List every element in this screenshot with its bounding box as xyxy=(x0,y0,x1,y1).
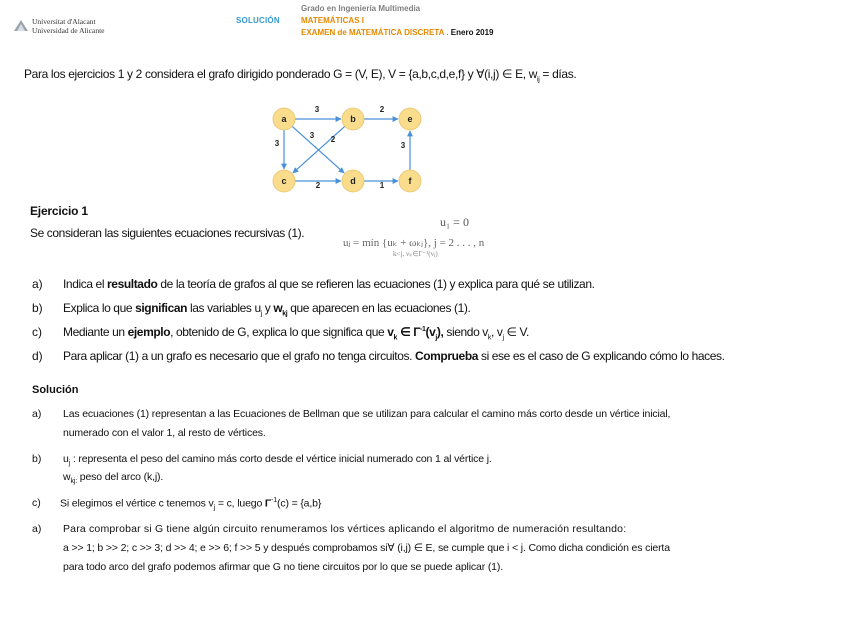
solution-b-line2: $w_{kj:}$ peso del arco (k,j). xyxy=(63,471,164,486)
equation-recursive: uⱼ = mín {uₖ + ωₖⱼ}, j = 2 . . . , n k<j, vₖ∈Γ⁻¹(vⱼ) xyxy=(343,237,485,258)
edge-weight-d-f: 1 xyxy=(379,181,385,190)
solution-d-line3: para todo arco del grafo podemos afirmar que G no tiene circuitos por lo que se puede aplicar (1). xyxy=(63,561,503,573)
subject-title: MATEMÁTICAS I xyxy=(301,16,364,25)
edge-weight-a-c: 3 xyxy=(274,139,280,148)
node-label-a: a xyxy=(281,114,287,124)
edge-weight-a-b: 3 xyxy=(314,105,320,114)
solution-a-label: a) xyxy=(32,408,42,420)
university-name-line2: Universidad de Alicante xyxy=(32,26,105,35)
solution-c-line: Si elegimos el vértice c tenemos $v_j = c$, luego $\Gamma^{-1}(c) = \{a,b\}$ xyxy=(60,497,322,512)
university-name-line1: Universitat d'Alacant xyxy=(32,17,96,26)
node-label-f: f xyxy=(408,176,412,186)
weighted-digraph xyxy=(260,100,436,200)
equation-min-subscript: k<j, vₖ∈Γ⁻¹(vⱼ) xyxy=(393,250,438,258)
question-b: Explica lo que significan las variables $u_j$ y $w_{kj}$ que aparecen en las ecuaciones (1). xyxy=(63,301,471,318)
solution-d-line1: Para comprobar si G tiene algún circuito renumeramos los vértices aplicando el algoritmo de numeración resultando: xyxy=(63,523,627,535)
intro-statement: Para los ejercicios 1 y 2 considera el grafo dirigido ponderado G = (V, E), V = {a,b,c,d,e,f} y ∀(i,j) ∈ E, $w_{ij}$ = días. xyxy=(24,67,577,84)
solution-a-line1: Las ecuaciones (1) representan a las Ecuaciones de Bellman que se utilizan para calcular el camino más corto desde un vértice inicial, xyxy=(63,408,671,420)
question-c-label: c) xyxy=(32,325,42,339)
question-d-label: d) xyxy=(32,349,43,363)
solution-title: Solución xyxy=(32,384,79,396)
question-a: Indica el resultado de la teoría de grafos al que se refieren las ecuaciones (1) y explica para qué se utilizan. xyxy=(63,277,595,291)
solution-a-line2: numerado con el valor 1, al resto de vértices. xyxy=(63,427,266,439)
solution-d-line2: a >> 1; b >> 2; c >> 3; d >> 4; e >> 6; f >> 5 y después comprobamos si∀ (i,j) ∈ E, se cumple que i < j. Como dicha condición es cierta xyxy=(63,542,670,554)
university-emblem-icon xyxy=(14,19,28,31)
question-d: Para aplicar (1) a un grafo es necesario que el grafo no tenga circuitos. Comprueba si ese es el caso de G explicando cómo lo haces. xyxy=(63,349,725,363)
edge-weight-a-d: 3 xyxy=(309,131,315,140)
exercise-title: Ejercicio 1 xyxy=(30,204,88,218)
solution-tag: SOLUCIÓN xyxy=(236,16,280,25)
edge-weight-f-e: 3 xyxy=(400,141,406,150)
exam-title: EXAMEN de MATEMÁTICA DISCRETA . Enero 2019 xyxy=(301,28,494,37)
equation-base-case: u₁ = 0 xyxy=(440,215,469,229)
solution-d-label: a) xyxy=(32,523,42,535)
degree-title: Grado en Ingeniería Multimedia xyxy=(301,4,421,13)
node-label-d: d xyxy=(350,176,356,186)
node-label-e: e xyxy=(407,114,413,124)
question-c: Mediante un ejemplo, obtenido de G, explica lo que significa que $v_k$ ∈ $\Gamma^{-1}(v_j)$, siendo $v_k$, $v_j$ ∈ V. xyxy=(63,325,529,342)
exam-date: Enero 2019 xyxy=(450,28,494,37)
node-label-c: c xyxy=(281,176,287,186)
university-logo xyxy=(14,16,122,38)
node-label-b: b xyxy=(350,114,356,124)
edge-weight-b-e: 2 xyxy=(379,105,385,114)
solution-b-label: b) xyxy=(32,453,42,465)
solution-b-line1: $u_j$ : representa el peso del camino más corto desde el vértice inicial numerado con 1 al vértice j. xyxy=(63,453,492,468)
exercise-statement: Se consideran las siguientes ecuaciones recursivas (1). xyxy=(30,226,305,240)
question-b-label: b) xyxy=(32,301,43,315)
solution-c-label: c) xyxy=(32,497,41,509)
edge-weight-c-d: 2 xyxy=(315,181,321,190)
question-a-label: a) xyxy=(32,277,43,291)
edge-weight-b-c: 2 xyxy=(330,135,336,144)
